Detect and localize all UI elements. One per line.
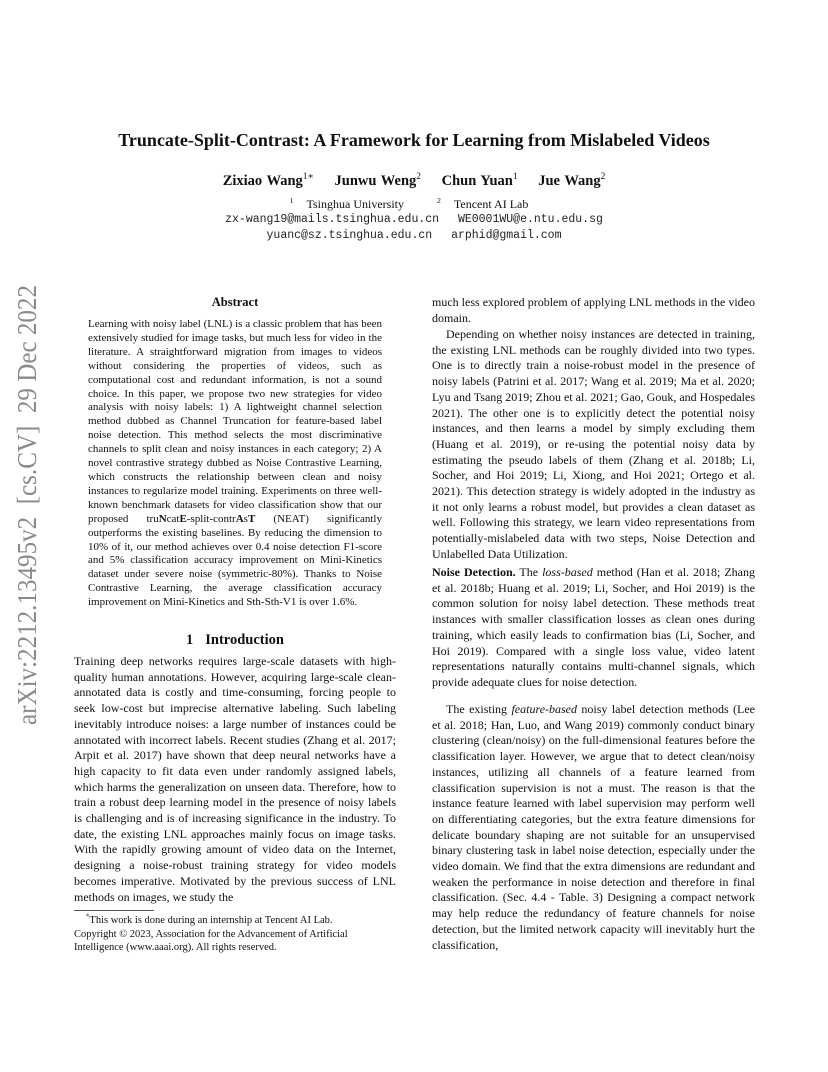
email: arphid@gmail.com (451, 229, 562, 242)
paragraph: Training deep networks requires large-scale datasets with high-quality human annotations. However, acquiring large-scale clean-annotated data is costly and time-consuming, forcing people to seek low-cost but imprecise alternative labeling. Such labeling inevitably introduce noises: a large number of instances could be annotated with incorrect labels. Recent studies (Zhang et al. 2017; Arpit et al. 2017) have shown that deep neural networks have a high capacity to fit data even under randomly assigned labels, which harms the generalization on unseen data. Therefore, how to train a robust deep learning model in the presence of noisy labels is challenging and is of increasing significance in the industry. To date, the existing LNL approaches mainly focus on image tasks. With the rapidly growing amount of video data on the Internet, designing a noise-robust training strategy for video models becomes imperative. Motivated by the previous success of LNL methods on images, we study the (74, 654, 396, 904)
email-line (0, 213, 828, 226)
footnote-rule (74, 910, 154, 911)
footnote (74, 914, 396, 955)
abstract-text: Learning with noisy label (LNL) is a classic problem that has been extensively studied for image tasks, but much less for video in the literature. A straightforward migration from images to videos without considering the properties of videos, such as computational cost and redundant information, is not a sound choice. In this paper, we propose two new strategies for video analysis with noisy labels: 1) A lightweight channel selection method dubbed as Channel Truncation for feature-based label noise detection. This method selects the most discriminative channels to split clean and noisy instances in each category; 2) A novel contrastive strategy dubbed as Noise Contrastive Learning, which constructs the relationship between clean and noisy instances to regularize model training. Experiments on three well-known benchmark datasets for video classification show that our proposed truNcatE-split-contrAsT (NEAT) significantly outperforms the existing baselines. By reducing the dimension to 10% of it, our method achieves over 0.4 noise detection F1-score and 5% classification accuracy improvement on Mini-Kinetics dataset under severe noise (symmetric-80%). Thanks to Noise Contrastive Learning, the average classification accuracy improvement on Mini-Kinetics and Sth-Sth-V1 is over 1.6%. (88, 318, 382, 609)
arxiv-stamp-graphic (6, 285, 46, 725)
email: WE0001WU@e.ntu.edu.sg (457, 213, 603, 226)
paragraph: Noise Detection. The loss-based method (Han et al. 2018; Zhang et al. 2018b; Huang et al. 2019; Li, Socher, and Hoi 2019) is the common solution for noisy label detection. These methods treat instances with smaller classification losses as clean ones during training, which easily leads to confirmation bias (Li, Socher, and Hoi 2019). Compared with a single loss value, video latent representations naturally contains multi-channel signals, which provide adequate clues for noise detection. (432, 565, 756, 689)
arxiv-stamp-text: arXiv:2212.13495v2 [cs.CV] 29 Dec 2022 (12, 285, 42, 725)
author: Chun Yuan$^1$ (441, 172, 518, 189)
affiliation: $^1$ Tsinghua University (289, 196, 404, 211)
paragraph: much less explored problem of applying LNL methods in the video domain. (432, 295, 755, 325)
paragraph-runin-heading: Noise Detection. (432, 565, 516, 579)
email: yuanc@sz.tsinghua.edu.cn (266, 229, 433, 242)
author: Junwu Weng$^2$ (334, 172, 421, 189)
email-line (0, 229, 828, 242)
paper-title: Truncate-Split-Contrast: A Framework for Learning from Mislabeled Videos (118, 130, 710, 150)
section-heading: 1 Introduction (186, 632, 284, 648)
author: Jue Wang$^2$ (538, 172, 606, 189)
copyright-notice: Copyright © 2023, Association for the Advancement of Artificial Intelligence (www.aaai.org). All rights reserved. (74, 928, 348, 954)
affiliations (0, 197, 828, 212)
author: Zixiao Wang$^{1∗}$ (222, 172, 314, 189)
arxiv-stamp (6, 285, 46, 725)
abstract-heading: Abstract (211, 295, 259, 309)
footnote-note: *This work is done during an internship at Tencent AI Lab. (86, 913, 333, 926)
author-list (0, 173, 828, 190)
affiliation: $^2$ Tencent AI Lab (437, 196, 529, 211)
paragraph: The existing feature-based noisy label detection methods (Lee et al. 2018; Han, Luo, and Wang 2019) commonly conduct binary clustering (clean/noisy) on the full-dimensional features before the classification layer. However, we argue that to detect clean/noisy instances, utilizing all channels of a feature learned from classification supervision is not a must. The reason is that the instance feature learned with label supervision may perform well on differentiating categories, but the extra feature dimensions for delicate boundary shaping are not suitable for an unsupervised binary clustering task in label noise detection, especially under the video domain. We find that the extra dimensions are redundant and weaken the performance in noise detection and therefore in final classification. (Sec. 4.4 - Table. 3) Designing a compact network may help reduce the redundancy of feature channels for noise detection, but the limited network capacity will inevitably hurt the classification, (432, 702, 755, 952)
paragraph: Depending on whether noisy instances are detected in training, the existing LNL methods can be roughly divided into two types. One is to directly train a noise-robust model in the presence of noisy labels (Patrini et al. 2017; Wang et al. 2019; Ma et al. 2020; Lyu and Tsang 2019; Zhou et al. 2021; Gao, Gouk, and Hospedales 2021). The other one is to explicitly detect the potential noisy instances, and then learns a model by simply excluding them (Huang et al. 2019), or re-using the potential noisy data by estimating the pseudo labels of them (Zhang et al. 2018b; Li, Socher, and Hoi 2019; Li, Xiong, and Hoi 2021; Ortego et al. 2021). This detection strategy is widely adopted in the industry as it not only learns a robust model, but provides a clean dataset as well. Following this strategy, we learn video representations from potentially-mislabeled data with two steps, Noise Detection and Unlabelled Data Utilization. (432, 327, 755, 561)
method-name: truNcatE-split-contrAsT (146, 512, 256, 525)
email: zx-wang19@mails.tsinghua.edu.cn (225, 213, 440, 226)
